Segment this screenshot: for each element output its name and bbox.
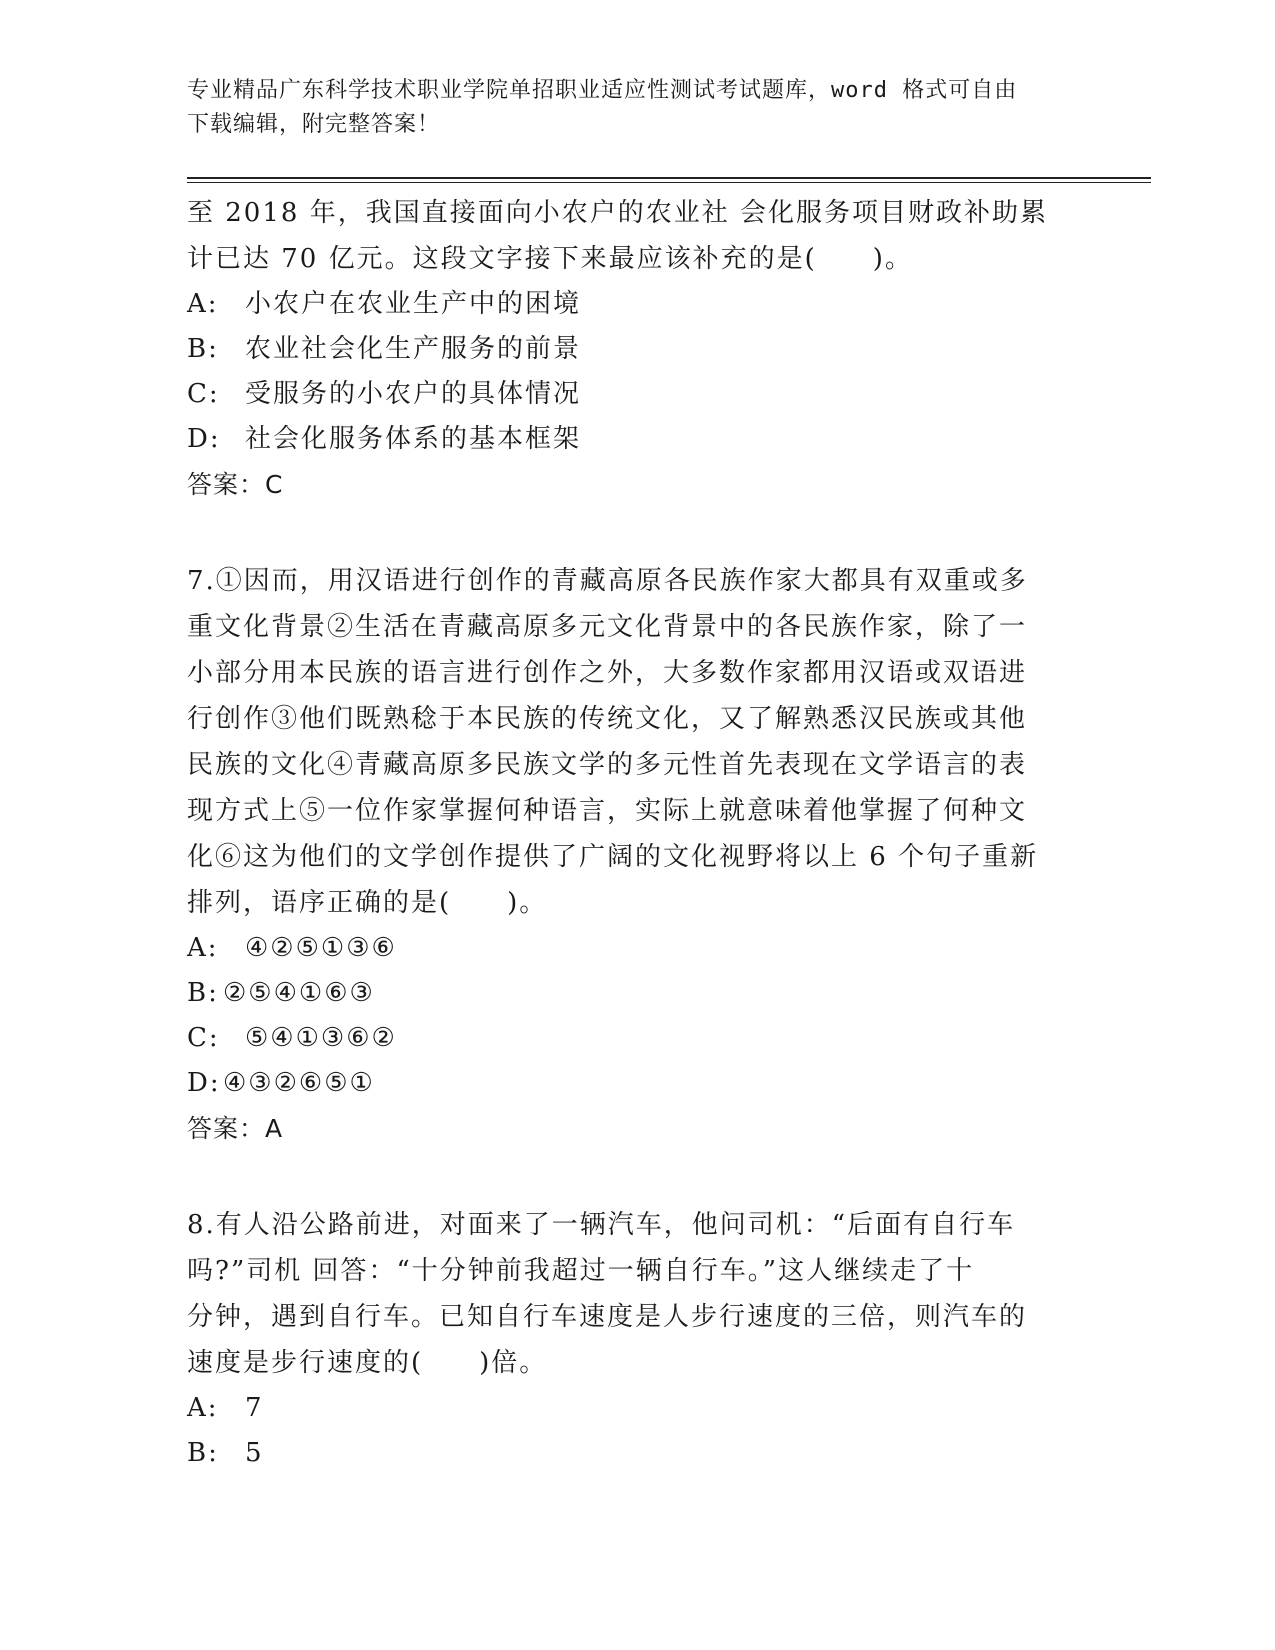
header-line-2: 下载编辑，附完整答案！	[187, 112, 441, 137]
option-text: ④③②⑥⑤①	[223, 1068, 375, 1098]
option-text: 7	[245, 1393, 264, 1423]
option-b	[187, 971, 1067, 1016]
question-6-stem	[187, 190, 1067, 282]
option-key: A:	[187, 933, 219, 963]
question-8	[187, 1202, 1067, 1476]
stem-line: 化⑥这为他们的文学创作提供了广阔的文化视野将以上 6 个句子重新	[187, 842, 1039, 872]
option-key: B:	[187, 978, 219, 1008]
document-body	[187, 190, 1067, 1476]
stem-line: 民族的文化④青藏高原多民族文学的多元性首先表现在文学语言的表	[187, 750, 1028, 780]
option-d	[187, 1061, 1067, 1106]
spacer	[187, 508, 1067, 558]
stem-line: 8.有人沿公路前进，对面来了一辆汽车，他问司机：“后面有自行车	[187, 1210, 1016, 1240]
answer-label: 答案：C	[187, 470, 284, 499]
option-key: D:	[187, 424, 221, 454]
stem-line: 速度是步行速度的( )倍。	[187, 1348, 548, 1378]
spacer	[187, 1152, 1067, 1202]
question-8-stem	[187, 1202, 1067, 1386]
option-text: ②⑤④①⑥③	[223, 978, 375, 1008]
option-text: 农业社会化生产服务的前景	[245, 334, 582, 364]
page-header	[187, 74, 1067, 142]
option-key: D:	[187, 1068, 221, 1098]
option-text: 5	[245, 1438, 264, 1468]
option-a	[187, 1386, 1067, 1431]
option-b	[187, 1431, 1067, 1476]
header-divider-thin	[187, 182, 1151, 183]
option-key: A:	[187, 289, 219, 319]
stem-line: 行创作③他们既熟稔于本民族的传统文化，又了解熟悉汉民族或其他	[187, 704, 1028, 734]
question-7-stem	[187, 558, 1067, 926]
option-text: ⑤④①③⑥②	[245, 1023, 397, 1053]
option-text: ④②⑤①③⑥	[245, 933, 397, 963]
option-key: B:	[187, 334, 219, 364]
option-key: C:	[187, 1023, 220, 1053]
option-text: 受服务的小农户的具体情况	[245, 379, 582, 409]
stem-line: 7.①因而，用汉语进行创作的青藏高原各民族作家大都具有双重或多	[187, 566, 1028, 596]
option-c	[187, 1016, 1067, 1061]
question-7	[187, 558, 1067, 1152]
option-text: 社会化服务体系的基本框架	[245, 424, 582, 454]
option-key: C:	[187, 379, 220, 409]
stem-line: 小部分用本民族的语言进行创作之外，大多数作家都用汉语或双语进	[187, 658, 1028, 688]
stem-line: 现方式上⑤一位作家掌握何种语言，实际上就意味着他掌握了何种文	[187, 796, 1028, 826]
answer-label: 答案：A	[187, 1114, 284, 1143]
header-divider-thick	[187, 177, 1151, 179]
stem-line: 分钟，遇到自行车。已知自行车速度是人步行速度的三倍，则汽车的	[187, 1302, 1028, 1332]
option-a	[187, 282, 1067, 327]
option-text: 小农户在农业生产中的困境	[245, 289, 582, 319]
option-d	[187, 417, 1067, 462]
option-b	[187, 327, 1067, 372]
stem-line: 至 2018 年，我国直接面向小农户的农业社 会化服务项目财政补助累	[187, 198, 1048, 228]
option-key: B:	[187, 1438, 219, 1468]
option-a	[187, 926, 1067, 971]
option-c	[187, 372, 1067, 417]
stem-line: 计已达 70 亿元。这段文字接下来最应该补充的是( )。	[187, 244, 913, 274]
stem-line: 排列，语序正确的是( )。	[187, 888, 548, 918]
option-key: A:	[187, 1393, 219, 1423]
stem-line: 重文化背景②生活在青藏高原多元文化背景中的各民族作家，除了一	[187, 612, 1028, 642]
header-line-1: 专业精品广东科学技术职业学院单招职业适应性测试考试题库，word 格式可自由	[187, 78, 1018, 103]
question-6	[187, 190, 1067, 508]
stem-line: 吗?”司机 回答：“十分钟前我超过一辆自行车。”这人继续走了十	[187, 1256, 975, 1286]
